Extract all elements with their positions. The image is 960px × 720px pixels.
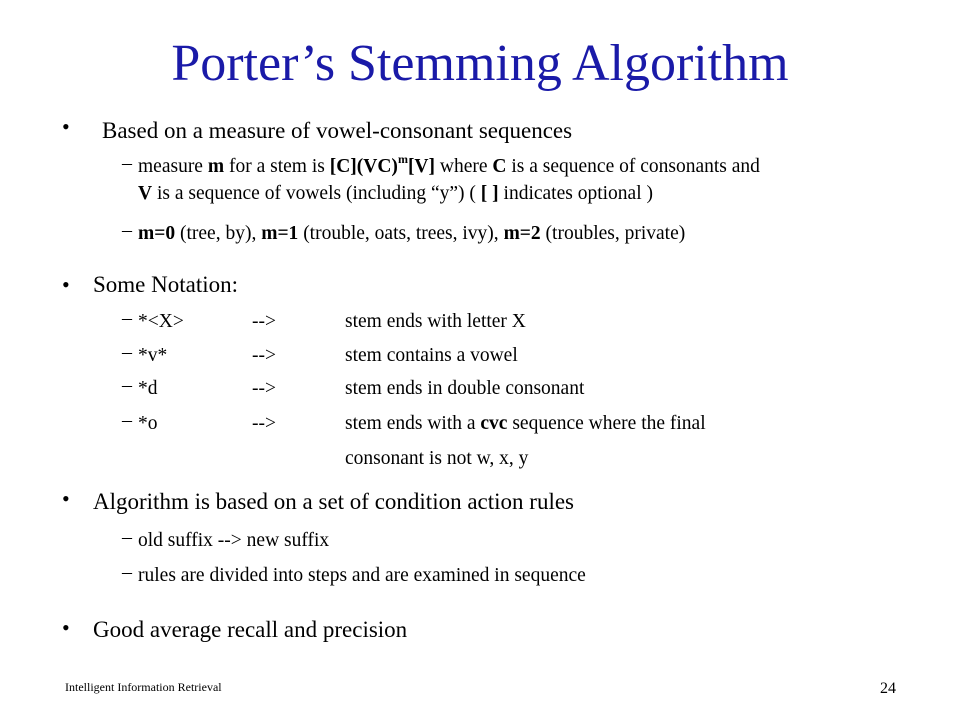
bullet-marker: • <box>62 486 70 511</box>
page-number: 24 <box>880 680 896 697</box>
bullet-marker: • <box>62 114 70 139</box>
bullet-marker: • <box>62 615 70 640</box>
bullet-4-text: Good average recall and precision <box>93 617 408 642</box>
notation-description-continued: consonant is not w, x, y <box>345 448 529 469</box>
slide-title: Porter’s Stemming Algorithm <box>171 35 789 92</box>
notation-description: stem ends with a cvc sequence where the final <box>345 413 706 434</box>
notation-description: stem contains a vowel <box>345 345 518 366</box>
notation-symbol: *<X> <box>138 311 184 332</box>
notation-arrow: --> <box>252 345 276 366</box>
notation-description: stem ends with letter X <box>345 311 526 332</box>
rule-description: old suffix --> new suffix <box>138 530 330 551</box>
bullet-3-text: Algorithm is based on a set of condition action rules <box>93 489 574 514</box>
sub-bullet-dash: – <box>122 374 132 396</box>
notation-symbol: *v* <box>138 345 168 366</box>
sub-bullet-dash: – <box>122 526 132 548</box>
sub-bullet-dash: – <box>122 152 132 174</box>
notation-arrow: --> <box>252 413 276 434</box>
notation-arrow: --> <box>252 378 276 399</box>
sub-bullet-dash: – <box>122 409 132 431</box>
measure-examples: m=0 (tree, by), m=1 (trouble, oats, trees, ivy), m=2 (troubles, private) <box>138 223 686 244</box>
bullet-2-text: Some Notation: <box>93 272 239 297</box>
notation-arrow: --> <box>252 311 276 332</box>
notation-description: stem ends in double consonant <box>345 378 585 399</box>
sub-bullet-dash: – <box>122 307 132 329</box>
footer-text: Intelligent Information Retrieval <box>65 680 222 694</box>
notation-symbol: *d <box>138 378 158 399</box>
sub-bullet-dash: – <box>122 561 132 583</box>
rule-description: rules are divided into steps and are examined in sequence <box>138 565 586 586</box>
measure-definition-line-2: V is a sequence of vowels (including “y”) ( [ ] indicates optional ) <box>138 183 653 204</box>
measure-definition-line-1: measure m for a stem is [C](VC)$^m$[V] where C is a sequence of consonants and <box>138 152 760 177</box>
sub-bullet-dash: – <box>122 219 132 241</box>
bullet-marker: • <box>62 272 70 297</box>
notation-symbol: *o <box>138 413 158 434</box>
bullet-1-text: Based on a measure of vowel-consonant sequences <box>102 118 573 143</box>
sub-bullet-dash: – <box>122 341 132 363</box>
